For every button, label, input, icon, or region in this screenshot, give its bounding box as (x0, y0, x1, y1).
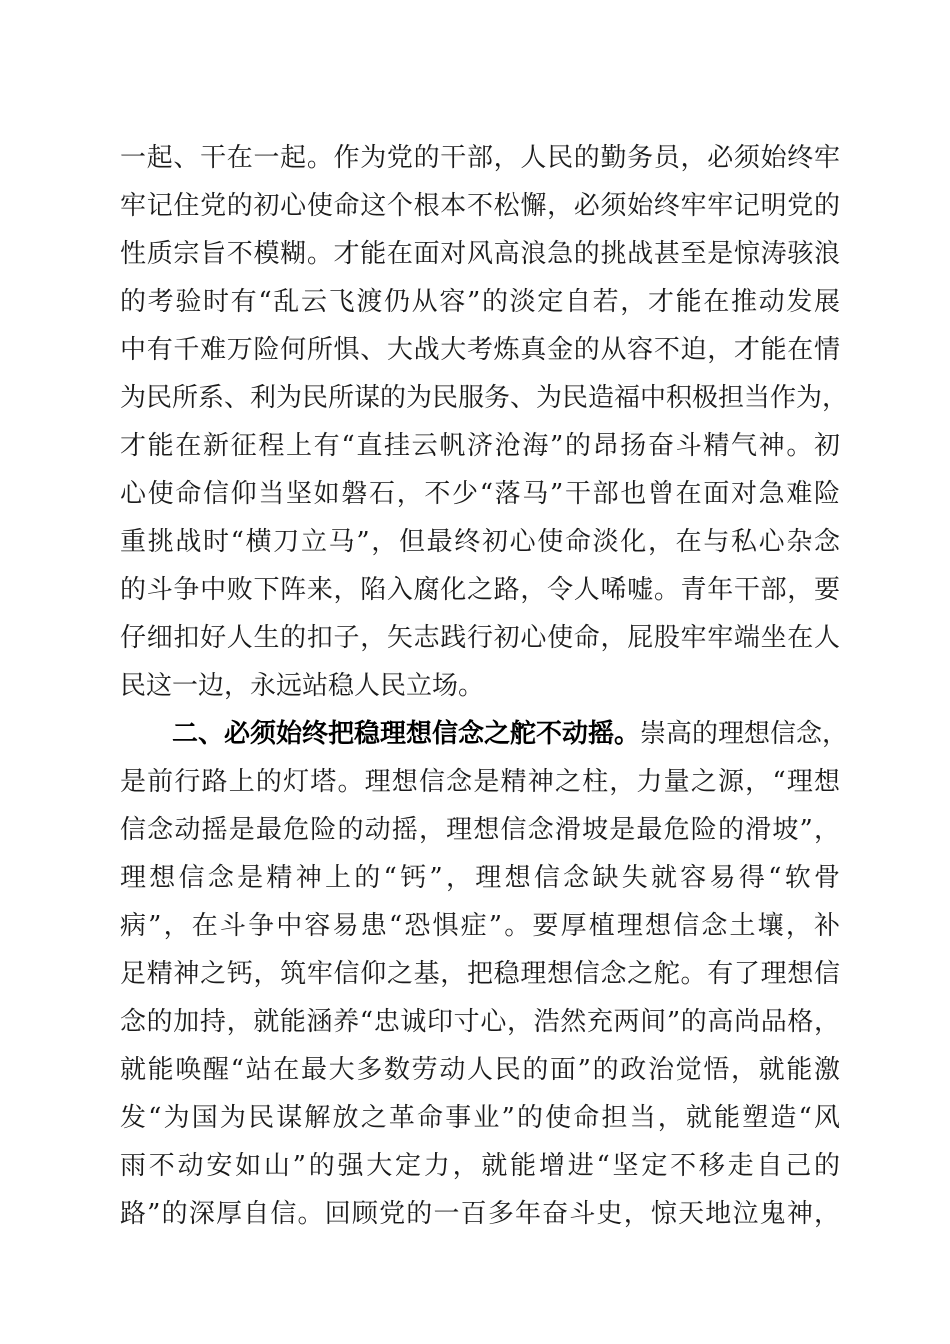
text-line: 雨不动安如山”的强大定力，就能增进“坚定不移走自己的 (120, 1151, 840, 1181)
text-line: 就能唤醒“站在最大多数劳动人民的面”的政治觉悟，就能激 (120, 1055, 840, 1085)
heading-line (172, 712, 849, 756)
text-line: 为民所系、利为民所谋的为民服务、为民造福中积极担当作为， (120, 383, 849, 413)
text-line: 是前行路上的灯塔。理想信念是精神之柱，力量之源，“理想 (120, 767, 840, 797)
text-line: 发“为国为民谋解放之革命事业”的使命担当，就能塑造“风 (120, 1103, 840, 1133)
text-line: 仔细扣好人生的扣子，矢志践行初心使命，屁股牢牢端坐在人 (120, 623, 840, 653)
text-line: 念的加持，就能涵养“忠诚印寸心，浩然充两间”的高尚品格， (120, 1007, 840, 1037)
text-line: 牢记住党的初心使命这个根本不松懈，必须始终牢牢记明党的 (120, 191, 840, 221)
heading-line-rest: 崇高的理想信念， (640, 719, 849, 749)
text-line: 信念动摇是最危险的动摇，理想信念滑坡是最危险的滑坡”， (120, 815, 840, 845)
text-line: 民这一边，永远站稳人民立场。 (120, 671, 485, 701)
text-line: 心使命信仰当坚如磐石，不少“落马”干部也曾在面对急难险 (120, 479, 840, 509)
text-line: 病”，在斗争中容易患“恐惧症”。要厚植理想信念土壤，补 (120, 911, 840, 941)
text-line: 中有千难万险何所惧、大战大考炼真金的从容不迫，才能在情 (120, 335, 840, 365)
text-line: 一起、干在一起。作为党的干部，人民的勤务员，必须始终牢 (120, 143, 840, 173)
text-line: 理想信念是精神上的“钙”，理想信念缺失就容易得“软骨 (120, 863, 840, 893)
section-heading: 二、必须始终把稳理想信念之舵不动摇。 (172, 719, 641, 749)
text-line: 性质宗旨不模糊。才能在面对风高浪急的挑战甚至是惊涛骇浪 (120, 239, 840, 269)
text-line: 足精神之钙，筑牢信仰之基，把稳理想信念之舵。有了理想信 (120, 959, 840, 989)
text-line: 的斗争中败下阵来，陷入腐化之路，令人唏嘘。青年干部，要 (120, 575, 840, 605)
text-line: 的考验时有“乱云飞渡仍从容”的淡定自若，才能在推动发展 (120, 287, 840, 317)
text-line: 才能在新征程上有“直挂云帆济沧海”的昂扬奋斗精气神。初 (120, 431, 840, 461)
text-line: 重挑战时“横刀立马”，但最终初心使命淡化，在与私心杂念 (120, 527, 840, 557)
text-line: 路”的深厚自信。回顾党的一百多年奋斗史，惊天地泣鬼神， (120, 1199, 840, 1229)
